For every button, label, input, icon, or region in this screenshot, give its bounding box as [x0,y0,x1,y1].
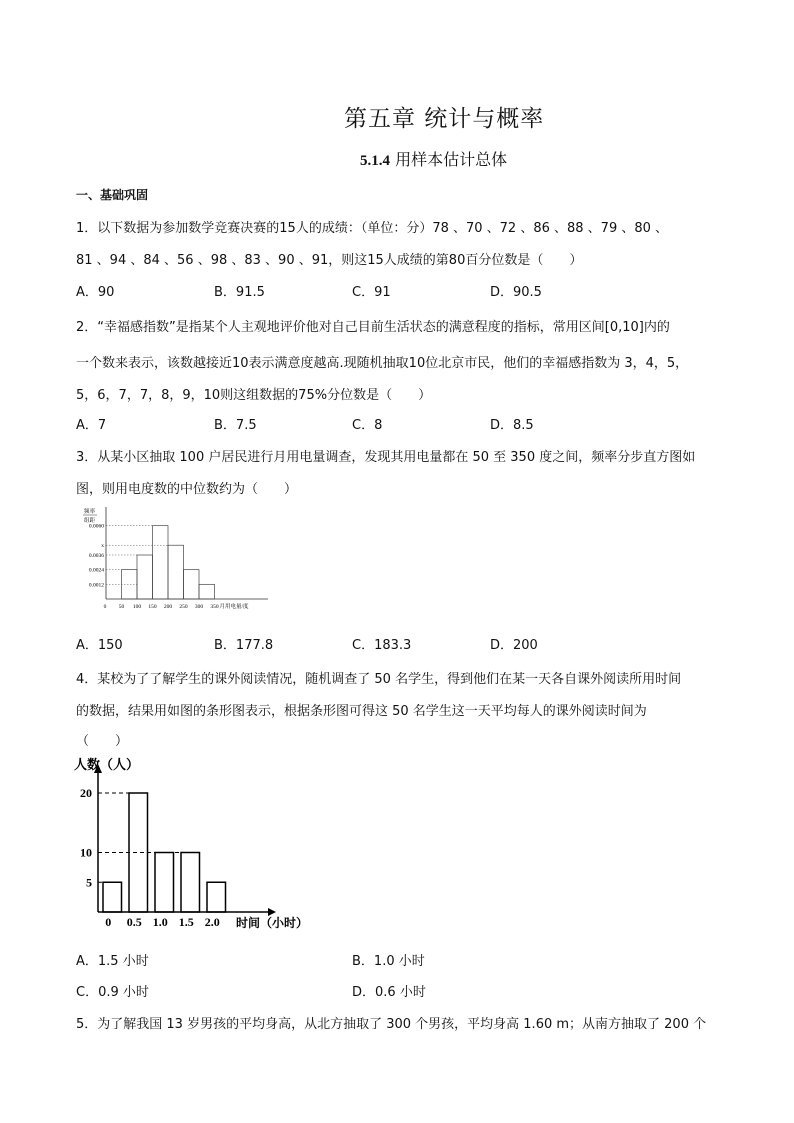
x-tick-label: 0 [105,915,112,929]
y-tick-label: 5 [86,875,92,890]
q2-line1: 2．“幸福感指数”是指某个人主观地评价他对自己目前生活状态的满意程度的指标，常用区间[0,10]内的 [76,320,670,335]
y-tick-label: 20 [80,786,92,800]
y-tick-label: 10 [80,845,92,860]
subtitle-number: 5.1.4 [360,153,390,169]
y-axis-label-bottom: 组距 [84,518,96,524]
x-tick-label: 0.5 [126,915,142,929]
q2-line3: 5，6，7，7，8，9，10则这组数据的75%分位数是（ ） [76,388,432,403]
q4-option-d: D．0.6 小时 [352,985,426,1000]
histogram-bar [168,545,184,599]
x-tick-label: 200 [163,604,173,610]
chapter-title: 第五章 统计与概率 [344,106,545,132]
bar [155,853,174,913]
q3-option-a: A．150 [76,638,123,653]
bar [181,853,200,913]
q4-option-a: A．1.5 小时 [76,954,149,969]
x-tick-label: 2.0 [204,915,220,929]
x-tick-label: 1.5 [178,915,194,929]
q2-option-d: D．8.5 [490,418,534,433]
q3-option-d: D．200 [490,638,538,653]
subtitle-text: 用样本估计总体 [395,150,508,169]
y-tick-label: 0.0012 [88,582,104,589]
q4-line1: 4．某校为了了解学生的课外阅读情况，随机调查了 50 名学生，得到他们在某一天各自课外阅读所用时间 [76,672,682,687]
y-tick-label: 0.0060 [88,523,104,530]
histogram-bar [199,584,215,599]
histogram-bar [153,526,169,599]
q1-option-b: B．91.5 [214,285,265,300]
q1-option-c: C．91 [352,285,391,300]
section-heading: 一、基础巩固 [76,188,149,202]
electricity-histogram [72,504,272,616]
x-axis-label: 时间（小时） [236,916,309,930]
q4-option-b: B．1.0 小时 [352,954,425,969]
x-tick-label: 250 [179,604,188,610]
q3-option-b: B．177.8 [214,638,274,653]
histogram-bar [122,570,138,599]
bar [103,882,122,912]
bar [129,793,148,912]
q2-option-b: B．7.5 [214,418,257,433]
histogram-bar [184,570,200,599]
q5-line1: 5．为了解我国 13 岁男孩的平均身高，从北方抽取了 300 个男孩，平均身高 1.60 m；从南方抽取了 200 个 [76,1017,707,1032]
q1-option-d: D．90.5 [490,285,542,300]
y-axis-label: 人数（人） [74,757,140,772]
q4-line2: 的数据，结果用如图的条形图表示，根据条形图可得这 50 名学生这一天平均每人的课外阅读时间为 [76,704,647,719]
q4-option-c: C．0.9 小时 [76,985,149,1000]
x-tick-label: 50 [118,604,125,610]
bar [207,882,226,912]
q2-line2: 一个数来表示，该数越接近10表示满意度越高.现随机抽取10位北京市民，他们的幸福感指数为 3，4，5， [76,356,689,371]
q3-line1: 3．从某小区抽取 100 户居民进行月用电量调查，发现其用电量都在 50 至 350 度之间，频率分步直方图如 [76,450,696,465]
x-tick-label: 100 [132,604,142,610]
section-subtitle [360,147,507,170]
q3-option-c: C．183.3 [352,638,412,653]
q1-line1: 1．以下数据为参加数学竞赛决赛的15人的成绩：（单位：分）78 、70 、72 、86 、88 、79 、80 、 [76,221,669,236]
y-tick-label: 0.0036 [88,553,104,559]
q1-option-a: A．90 [76,285,115,300]
reading-time-bar-chart [72,757,322,937]
histogram-bar [137,555,153,599]
x-tick-label: 0 [103,604,107,610]
q1-line2: 81 、94 、84 、56 、98 、83 、90 、91，则这15人成绩的第80百分位数是（ ） [76,253,583,268]
q2-option-c: C．8 [352,418,383,433]
x-axis-label: 月用电量/度 [219,604,249,610]
x-tick-label: 350 [210,604,219,610]
q2-option-a: A．7 [76,418,107,433]
y-tick-label: x [101,543,104,550]
x-axis-arrow [268,908,276,916]
x-tick-label: 150 [148,604,157,610]
y-axis-label-top: 频率 [84,509,96,515]
q3-line2: 图，则用电度数的中位数约为（ ） [76,482,298,497]
x-tick-label: 300 [194,604,204,610]
x-tick-label: 1.0 [152,915,168,929]
y-tick-label: 0.0024 [88,567,104,574]
q4-line3: （ ） [76,734,129,749]
